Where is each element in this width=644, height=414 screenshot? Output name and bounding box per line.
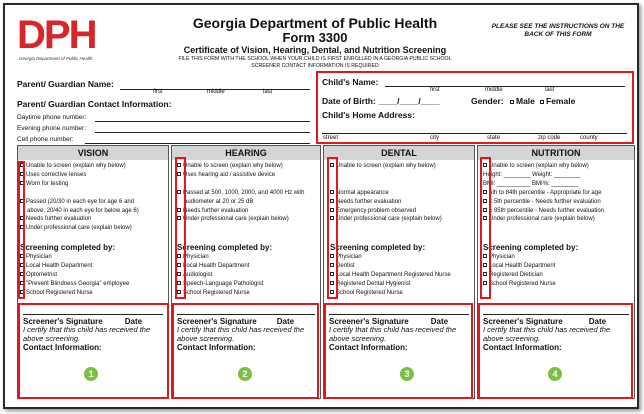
state-caption: state <box>487 135 501 141</box>
nutrition-screener[interactable]: Physician <box>483 253 633 262</box>
dental-items <box>330 162 475 224</box>
vision-item[interactable]: Uses corrective lenses <box>20 171 168 180</box>
dental-completed-label: Screening completed by: <box>330 243 426 252</box>
hearing-signature-box[interactable] <box>172 303 319 399</box>
dental-sig-line[interactable] <box>329 314 469 315</box>
marker-4: 4 <box>548 367 562 381</box>
nutrition-checkbox-highlight <box>480 157 491 299</box>
dental-screener[interactable]: School Registered Nurse <box>330 289 475 298</box>
address-line[interactable] <box>322 133 627 134</box>
vision-items <box>20 162 168 233</box>
vision-item[interactable]: Passed (20/30 in each eye for age 6 and <box>20 198 168 207</box>
vision-contact: Contact Information: <box>23 343 102 352</box>
evening-phone-label: Evening phone number: <box>17 125 87 132</box>
dental-item[interactable]: Under professional care (explain below) <box>330 215 475 224</box>
evening-phone-line[interactable] <box>95 132 310 133</box>
gender-label: Gender: <box>471 96 504 106</box>
street-caption: street <box>323 135 339 141</box>
child-middle-caption: middle <box>485 87 503 93</box>
nutrition-measure[interactable]: Height: ________ Weight: ________ <box>483 171 581 178</box>
vision-certify: I certify that this child has received the above screening. <box>23 325 151 343</box>
dental-header: DENTAL <box>324 146 474 160</box>
hearing-screener[interactable]: School Registered Nurse <box>177 289 321 298</box>
hearing-certify: I certify that this child has received the above screening. <box>177 325 305 343</box>
vision-completed-list <box>20 253 168 298</box>
child-name-line[interactable] <box>385 86 625 87</box>
vision-header: VISION <box>18 146 168 160</box>
marker-3: 3 <box>400 367 414 381</box>
dental-signature-box[interactable] <box>324 303 473 399</box>
nutrition-items <box>483 162 633 224</box>
vision-item[interactable]: Worn for testing <box>20 180 168 189</box>
parent-middle-caption: middle <box>207 89 225 95</box>
nutrition-contact: Contact Information: <box>483 343 562 352</box>
vision-screener[interactable]: Local Health Department <box>20 262 168 271</box>
logo-letters: DPH <box>17 13 96 57</box>
dental-spacer <box>330 171 475 180</box>
hearing-item[interactable]: Under professional care (explain below) <box>177 215 321 224</box>
daytime-phone-label: Daytime phone number: <box>17 114 87 121</box>
vision-screener[interactable]: "Prevent Blindness Georgia" employee <box>20 280 168 289</box>
hearing-screener[interactable]: Physician <box>177 253 321 262</box>
nutrition-screener[interactable]: Registered Dietician <box>483 271 633 280</box>
dental-checkbox-highlight <box>327 157 338 299</box>
hearing-item[interactable]: Uses hearing aid / assistive device <box>177 171 321 180</box>
vision-item[interactable]: Unable to screen (explain why below) <box>20 162 168 171</box>
hearing-contact: Contact Information: <box>177 343 256 352</box>
nutrition-completed-list <box>483 253 633 289</box>
dob-label: Date of Birth: ____/____/____ <box>322 96 440 106</box>
hearing-completed-list <box>177 253 321 298</box>
dental-screener[interactable]: Physician <box>330 253 475 262</box>
nutrition-item[interactable]: Unable to screen (explain why below) <box>483 162 633 171</box>
hearing-completed-label: Screening completed by: <box>177 243 273 252</box>
hearing-screener[interactable]: Speech-Language Pathologist <box>177 280 321 289</box>
hearing-sig-row: Screener's Signature Date <box>177 317 295 326</box>
hearing-item[interactable]: Unable to screen (explain why below) <box>177 162 321 171</box>
nutrition-sig-line[interactable] <box>483 314 629 315</box>
dental-item[interactable]: Emergency problem observed <box>330 207 475 216</box>
gender-female[interactable] <box>540 96 575 106</box>
county-caption: county <box>580 135 598 141</box>
dental-item[interactable]: Needs further evaluation <box>330 198 475 207</box>
male-label: Male <box>516 96 535 106</box>
vision-checkbox-highlight <box>18 161 25 299</box>
nutrition-sig-row: Screener's Signature Date <box>483 317 607 326</box>
marker-2: 2 <box>238 367 252 381</box>
vision-completed-label: Screening completed by: <box>20 243 116 252</box>
file-line-2: SCREENER CONTACT INFORMATION IS REQUIRED <box>251 62 379 69</box>
hearing-sig-line[interactable] <box>177 314 315 315</box>
dph-logo <box>17 15 117 63</box>
dental-spacer <box>330 180 475 189</box>
vision-screener[interactable]: School Registered Nurse <box>20 289 168 298</box>
dental-contact: Contact Information: <box>329 343 408 352</box>
cell-phone-line[interactable] <box>85 143 310 144</box>
nutrition-screener[interactable]: School Registered Nurse <box>483 280 633 289</box>
dental-screener[interactable]: Local Health Department Registered Nurse <box>330 271 475 280</box>
hearing-item[interactable]: Passed at 500, 1000, 2000, and 4000 Hz with <box>177 189 321 198</box>
hearing-item[interactable]: Needs further evaluation <box>177 207 321 216</box>
dental-screener[interactable]: Registered Dental Hygienist <box>330 280 475 289</box>
vision-signature-box[interactable] <box>18 303 169 399</box>
dental-item[interactable]: Unable to screen (explain why below) <box>330 162 475 171</box>
instructions-note: PLEASE SEE THE INSTRUCTIONS ON THE BACK OF THIS FORM <box>491 23 625 38</box>
marker-1: 1 <box>84 367 98 381</box>
nutrition-item[interactable]: 5th to 84th percentile - Appropriate for age <box>483 189 633 198</box>
hearing-screener[interactable]: Local Health Department <box>177 262 321 271</box>
form-title: Georgia Department of Public Health <box>192 15 438 31</box>
file-instructions <box>155 56 475 69</box>
parent-contact-label: Parent/ Guardian Contact Information: <box>17 99 172 109</box>
parent-name-label: Parent/ Guardian Name: <box>17 79 114 89</box>
male-checkbox[interactable] <box>510 100 514 104</box>
form-page <box>3 3 639 409</box>
vision-item-cont: above, 20/40 in each eye for below age 6) <box>27 207 139 214</box>
nutrition-certify: I certify that this child has received the above screening. <box>483 325 611 343</box>
vision-screener[interactable]: Optometrist <box>20 271 168 280</box>
hearing-item-cont: audiometer at 20 or 25 dB <box>184 198 254 205</box>
form-number: Form 3300 <box>282 30 348 45</box>
female-label: Female <box>546 96 576 106</box>
nutrition-measure[interactable]: BMI: __________ BMI%: ________ <box>483 180 579 187</box>
dental-item[interactable]: Normal appearance <box>330 189 475 198</box>
daytime-phone-line[interactable] <box>95 121 310 122</box>
parent-first-caption: first <box>153 89 163 95</box>
zip-caption: zip code <box>538 135 561 141</box>
hearing-spacer <box>177 180 321 189</box>
cell-phone-label: Cell phone number: <box>17 136 74 143</box>
vision-item[interactable]: Needs further evaluation <box>20 215 168 224</box>
hearing-header: HEARING <box>172 146 320 160</box>
form-subtitle: Certificate of Vision, Hearing, Dental, and Nutrition Screening <box>183 45 447 55</box>
dental-screener[interactable]: Dentist <box>330 262 475 271</box>
dental-certify: I certify that this child has received the above screening. <box>329 325 457 343</box>
home-address-label: Child's Home Address: <box>322 110 415 120</box>
gender-male[interactable] <box>510 96 535 106</box>
hearing-items <box>177 162 321 224</box>
vision-item[interactable]: Under professional care (explain below) <box>20 224 168 233</box>
vision-sig-row: Screener's Signature Date <box>23 317 143 326</box>
child-first-caption: first <box>430 87 440 93</box>
nutrition-signature-box[interactable] <box>478 303 633 399</box>
nutrition-item[interactable]: ≤ 5th percentile - Needs further evaluation <box>483 198 633 207</box>
dental-completed-list <box>330 253 475 298</box>
city-caption: city <box>430 135 439 141</box>
child-last-caption: last <box>545 87 555 93</box>
female-checkbox[interactable] <box>540 100 544 104</box>
dental-sig-row: Screener's Signature Date <box>329 317 449 326</box>
nutrition-item[interactable]: Under professional care (explain below) <box>483 215 633 224</box>
logo-subtitle: Georgia Department of Public Health <box>19 56 93 61</box>
vision-spacer <box>20 189 168 198</box>
hearing-checkbox-highlight <box>175 157 186 299</box>
file-line-1: FILE THIS FORM WITH THE SCHOOL WHEN YOUR CHILD IS FIRST ENROLLED IN A GEORGIA PUBLIC SCHOOL <box>178 56 452 62</box>
hearing-screener[interactable]: Audiologist <box>177 271 321 280</box>
parent-last-caption: last <box>263 89 273 95</box>
nutrition-completed-label: Screening completed by: <box>483 243 579 252</box>
nutrition-header: NUTRITION <box>478 146 634 160</box>
child-name-label: Child's Name: <box>322 77 379 87</box>
vision-sig-line[interactable] <box>23 314 163 315</box>
nutrition-screener[interactable]: Local Health Department <box>483 262 633 271</box>
vision-screener[interactable]: Physician <box>20 253 168 262</box>
nutrition-item[interactable]: ≥ 85th percentile - Needs further evaluation <box>483 207 633 216</box>
